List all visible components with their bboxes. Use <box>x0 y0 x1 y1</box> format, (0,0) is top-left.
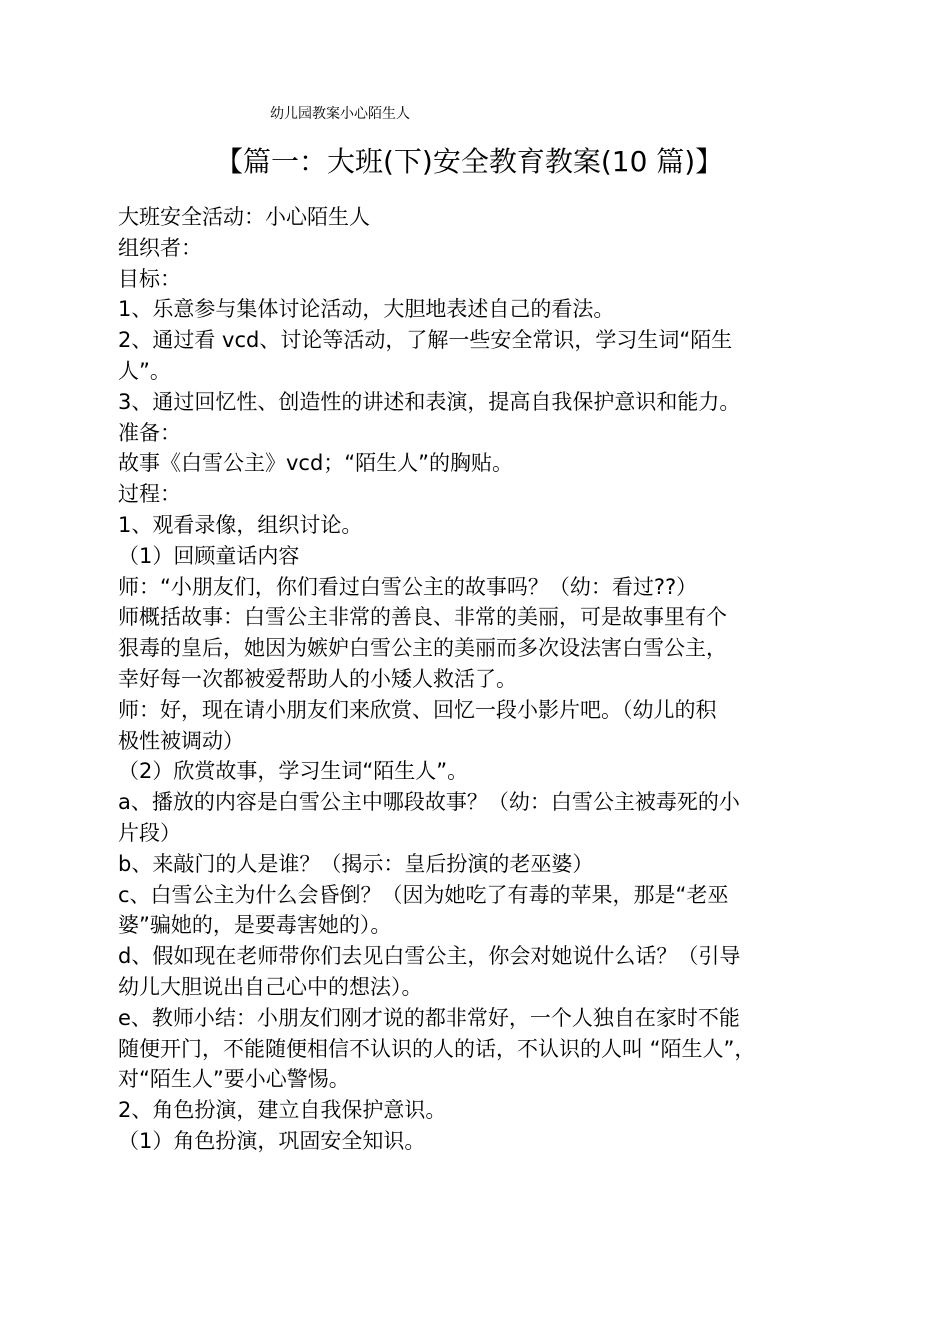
text-line: 幼儿大胆说出自己心中的想法）。 <box>118 974 423 999</box>
text-line: 3、通过回忆性、创造性的讲述和表演，提高自我保护意识和能力。 <box>118 389 741 414</box>
text-line: 人”。 <box>118 358 171 383</box>
text-line: b、来敲门的人是谁？（揭示：皇后扮演的老巫婆） <box>118 851 594 876</box>
text-line: 组织者： <box>118 235 202 260</box>
text-line: 大班安全活动：小心陌生人 <box>118 205 370 229</box>
text-line: 师概括故事：白雪公主非常的善良、非常的美丽，可是故事里有个 <box>118 605 727 630</box>
text-line: a、播放的内容是白雪公主中哪段故事？（幼：白雪公主被毒死的小 <box>118 790 740 815</box>
text-line: 对“陌生人”要小心警惕。 <box>118 1067 350 1092</box>
text-line: 极性被调动） <box>118 728 244 753</box>
text-line: 幸好每一次都被爱帮助人的小矮人救活了。 <box>118 666 517 691</box>
text-line: 随便开门，不能随便相信不认识的人的话，不认识的人叫 “陌生人”， <box>118 1036 756 1061</box>
text-line: 故事《白雪公主》vcd；“陌生人”的胸贴。 <box>118 451 514 476</box>
text-line: （1）角色扮演，巩固安全知识。 <box>118 1128 426 1153</box>
text-line: 师：好，现在请小朋友们来欣赏、回忆一段小影片吧。（幼儿的积 <box>118 697 717 722</box>
text-line: 1、观看录像，组织讨论。 <box>118 512 363 537</box>
text-line: d、假如现在老师带你们去见白雪公主，你会对她说什么话？（引导 <box>118 944 741 969</box>
text-line: 2、角色扮演，建立自我保护意识。 <box>118 1098 447 1123</box>
text-line: 目标： <box>118 266 181 291</box>
text-line: 2、通过看 vcd、讨论等活动，了解一些安全常识，学习生词“陌生 <box>118 328 733 353</box>
text-line: 过程： <box>118 482 181 507</box>
text-line: 1、乐意参与集体讨论活动，大胆地表述自己的看法。 <box>118 297 615 322</box>
text-line: 准备： <box>118 420 181 445</box>
document-body <box>118 202 838 1157</box>
text-line: e、教师小结：小朋友们刚才说的都非常好，一个人独自在家时不能 <box>118 1005 740 1030</box>
text-line: 片段） <box>118 820 181 845</box>
text-line: （1）回顾童话内容 <box>118 543 300 568</box>
text-line: 婆”骗她的，是要毒害她的）。 <box>118 913 392 938</box>
page-header: 幼儿园教案小心陌生人 <box>270 106 410 122</box>
text-line: 师：“小朋友们，你们看过白雪公主的故事吗？（幼：看过??） <box>118 574 698 599</box>
text-line: c、白雪公主为什么会昏倒？（因为她吃了有毒的苹果，那是“老巫 <box>118 882 729 907</box>
text-line: 狠毒的皇后，她因为嫉妒白雪公主的美丽而多次设法害白雪公主， <box>118 636 727 661</box>
text-line: （2）欣赏故事，学习生词“陌生人”。 <box>118 759 469 784</box>
document-title: 【篇一：大班(下)安全教育教案(10 篇)】 <box>215 145 724 178</box>
